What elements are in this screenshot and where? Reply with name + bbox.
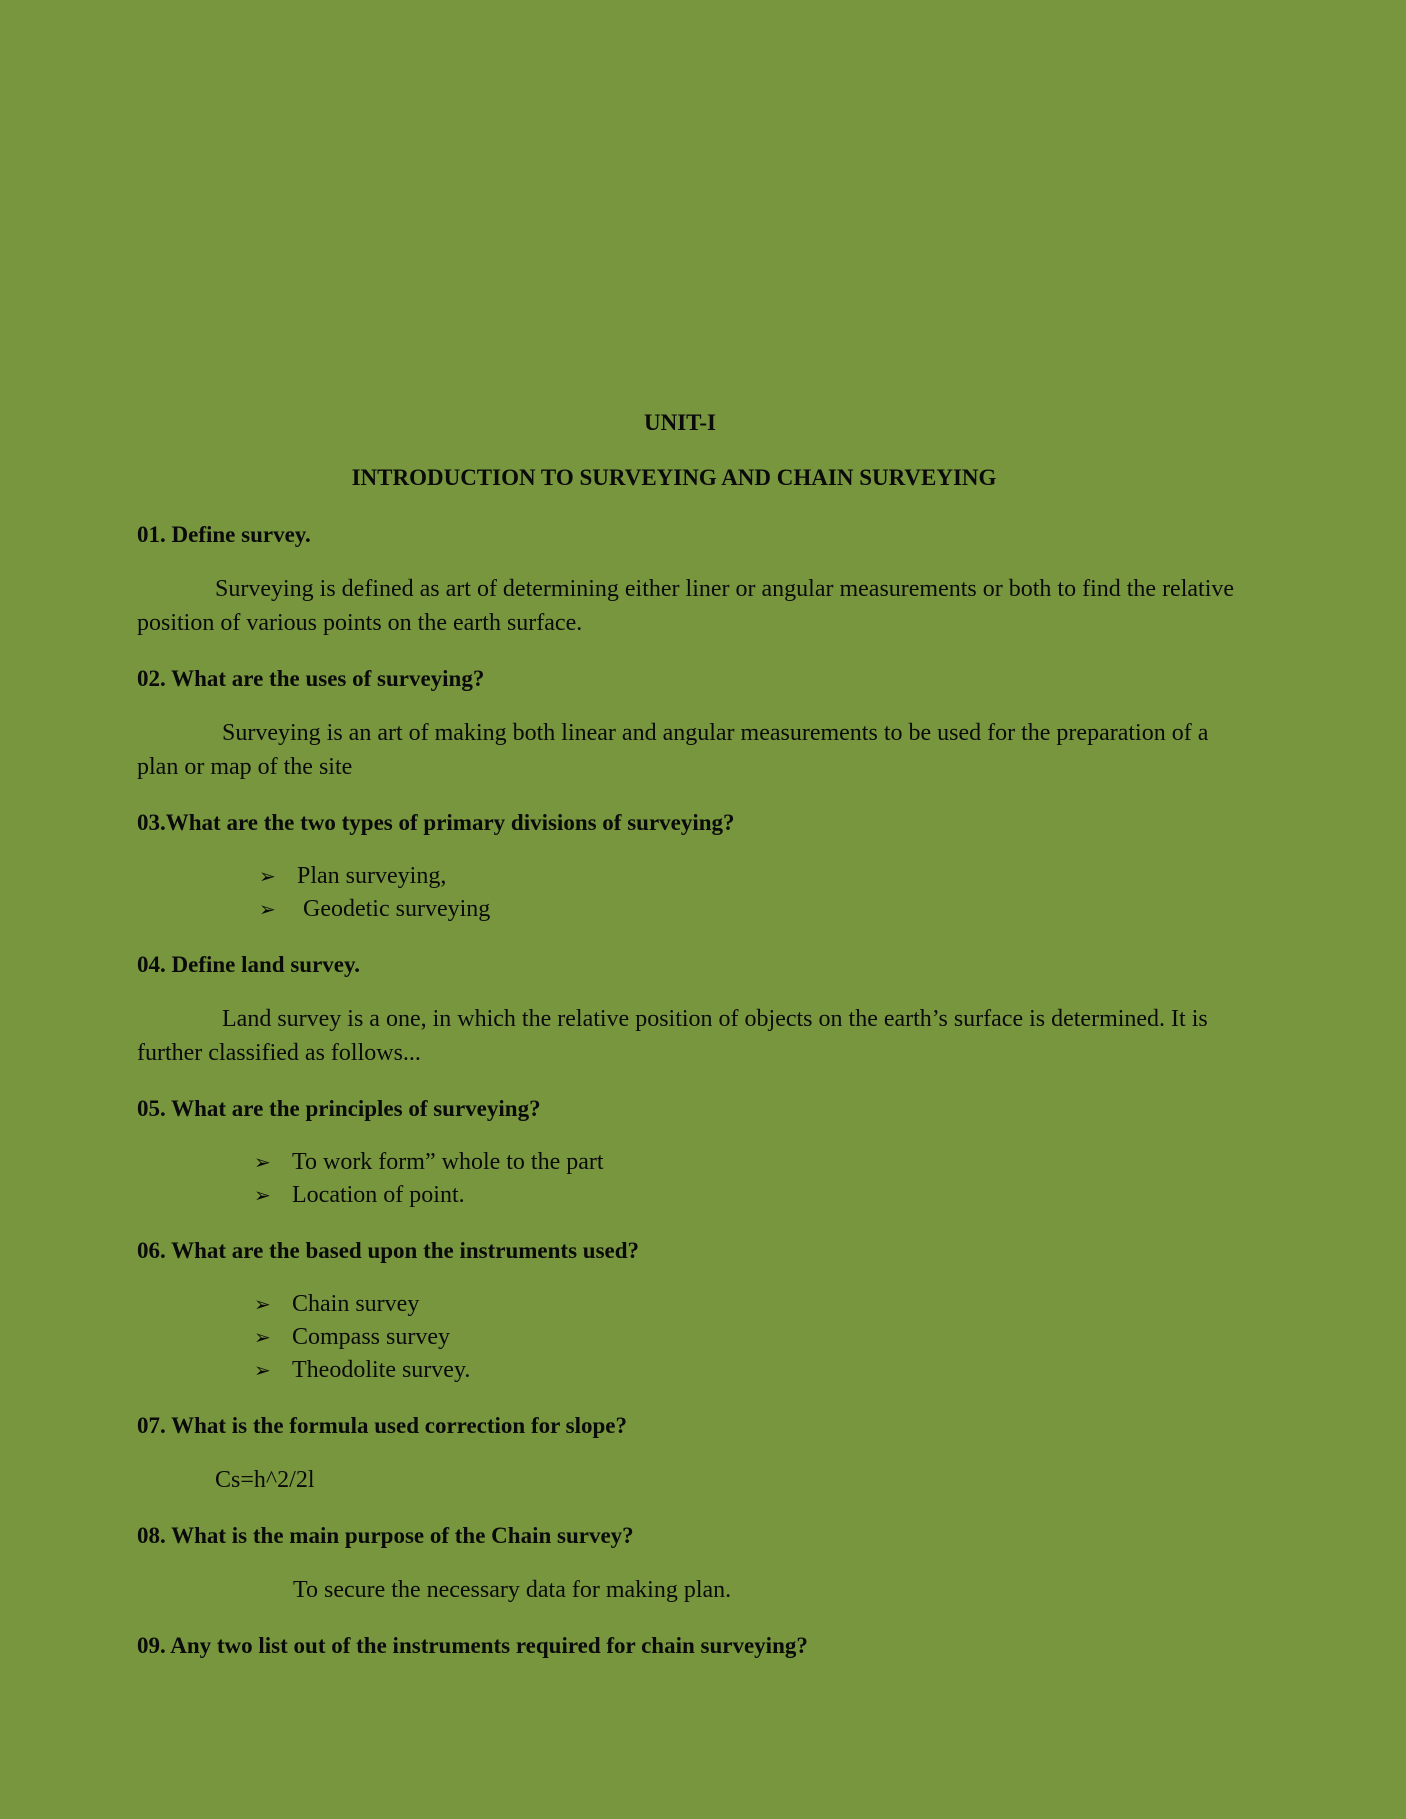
- list-item: ➢ Location of point.: [254, 1179, 1237, 1212]
- arrow-bullet-icon: ➢: [254, 1358, 271, 1382]
- question-01: 01. Define survey.: [137, 522, 311, 547]
- answer-02: Surveying is an art of making both linear and angular measurements to be used for the preparation of a plan or map of the site: [137, 720, 1209, 780]
- answer-06-list: [137, 1288, 1237, 1387]
- list-item: ➢ Geodetic surveying: [259, 893, 1237, 926]
- qa-content: [137, 520, 1237, 1661]
- arrow-bullet-icon: ➢: [254, 1292, 271, 1316]
- arrow-bullet-icon: ➢: [254, 1325, 271, 1349]
- arrow-bullet-icon: ➢: [259, 864, 276, 888]
- answer-05-list: [137, 1146, 1237, 1212]
- question-09: 09. Any two list out of the instruments required for chain surveying?: [137, 1633, 808, 1658]
- question-04: 04. Define land survey.: [137, 952, 360, 977]
- question-08: 08. What is the main purpose of the Chain survey?: [137, 1523, 634, 1548]
- list-item: ➢ Theodolite survey.: [254, 1354, 1237, 1387]
- arrow-bullet-icon: ➢: [259, 897, 276, 921]
- question-06: 06. What are the based upon the instruments used?: [137, 1238, 640, 1263]
- page-title: INTRODUCTION TO SURVEYING AND CHAIN SURVEYING: [351, 465, 997, 490]
- unit-heading: UNIT-I: [643, 410, 716, 435]
- answer-04: Land survey is a one, in which the relative position of objects on the earth’s surface is determined. It is further classified as follows...: [137, 1006, 1208, 1066]
- list-item: ➢ Compass survey: [254, 1321, 1237, 1354]
- question-05: 05. What are the principles of surveying?: [137, 1096, 541, 1121]
- question-03: 03.What are the two types of primary divisions of surveying?: [137, 810, 735, 835]
- answer-01: Surveying is defined as art of determining either liner or angular measurements or both to find the relative position of various points on the earth surface.: [137, 576, 1235, 636]
- list-item: ➢ Plan surveying,: [259, 860, 1237, 893]
- list-item: ➢ Chain survey: [254, 1288, 1237, 1321]
- answer-08: To secure the necessary data for making plan.: [293, 1577, 732, 1603]
- arrow-bullet-icon: ➢: [254, 1183, 271, 1207]
- answer-07-formula: Cs=h^2/2l: [215, 1467, 315, 1493]
- question-02: 02. What are the uses of surveying?: [137, 666, 485, 691]
- arrow-bullet-icon: ➢: [254, 1150, 271, 1174]
- answer-03-list: [137, 860, 1237, 926]
- question-07: 07. What is the formula used correction for slope?: [137, 1413, 627, 1438]
- list-item: ➢ To work form” whole to the part: [254, 1146, 1237, 1179]
